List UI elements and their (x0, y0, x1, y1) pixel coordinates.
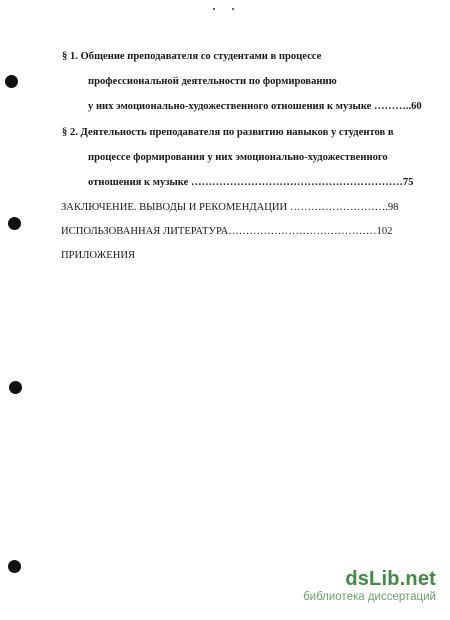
toc-conclusion: ЗАКЛЮЧЕНИЕ. ВЫВОДЫ И РЕКОМЕНДАЦИИ ……………………….98 (61, 202, 399, 213)
toc-section-2-title: § 2. Деятельность преподавателя по развитию навыков у студентов в (62, 127, 394, 138)
binder-hole (8, 560, 21, 573)
toc-appendices: ПРИЛОЖЕНИЯ (61, 250, 136, 261)
toc-section-2-title-end: отношения к музыке ……………………………………………………75 (88, 177, 414, 188)
scan-speck (232, 8, 234, 10)
toc-section-1-title-end: у них эмоционально-художественного отношения к музыке ………..60 (88, 101, 422, 112)
watermark-logo: dsLib.net (345, 568, 436, 590)
site-watermark (303, 568, 436, 604)
toc-section-1-title: § 1. Общение преподавателя со студентами в процессе (62, 51, 322, 62)
binder-hole (9, 381, 22, 394)
toc-references: ИСПОЛЬЗОВАННАЯ ЛИТЕРАТУРА……………………………………102 (61, 226, 393, 237)
binder-hole (8, 217, 21, 230)
toc-section-2-title-cont: процессе формирования у них эмоционально-художественного (88, 152, 388, 163)
binder-hole (5, 75, 18, 88)
watermark-subtitle: библиотека диссертаций (303, 591, 436, 603)
toc-section-1-title-cont: профессиональной деятельности по формированию (88, 76, 337, 87)
scan-speck (213, 8, 215, 10)
